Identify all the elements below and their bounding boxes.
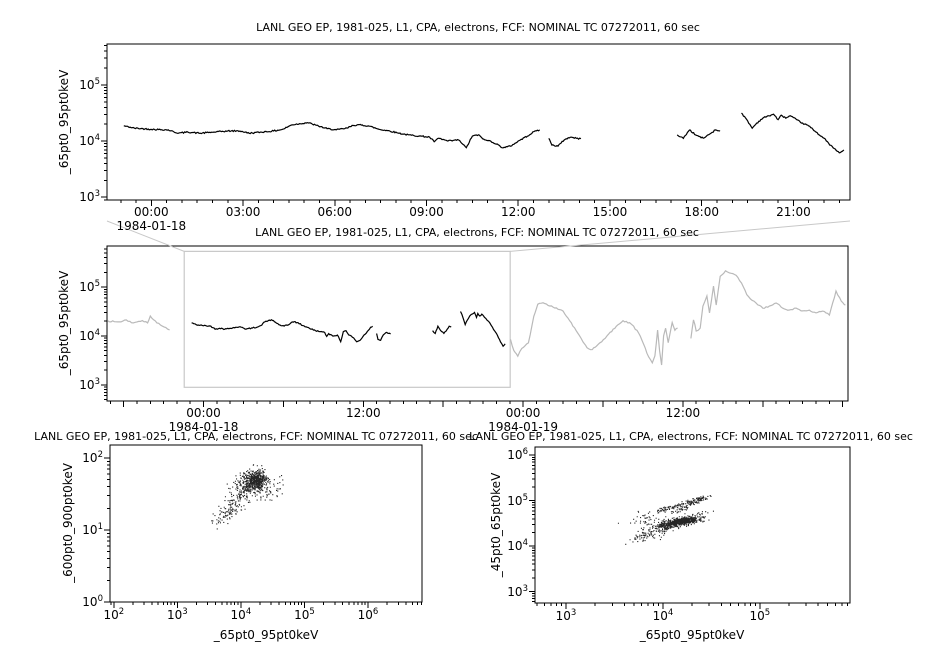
scatter-left-x-axis-label: _65pt0_95pt0keV xyxy=(213,628,319,642)
top-time-tick-label: 06:00 xyxy=(317,205,353,219)
bl-y-tick-label: $10^1$ xyxy=(82,522,103,538)
top-time-tick-label: 15:00 xyxy=(592,205,628,219)
top-time-tick-label: 21:00 xyxy=(776,205,811,219)
scatter-left-title: LANL GEO EP, 1981-025, L1, CPA, electrons, FCF: NOMINAL TC 07272011, 60 sec xyxy=(34,430,478,443)
bl-x-tick-label: $10^3$ xyxy=(166,607,188,622)
mid-y-tick-label: $10^3$ xyxy=(79,377,100,393)
top-time-tick-label: 03:00 xyxy=(225,205,261,219)
scatter-left-plot-area[interactable] xyxy=(110,445,422,602)
mid-time-tick-label: 00:00 xyxy=(505,406,541,420)
bl-y-tick-label: $10^2$ xyxy=(82,450,103,466)
top-y-tick-label: $10^5$ xyxy=(79,77,100,93)
br-y-tick-label: $10^6$ xyxy=(507,447,528,463)
br-y-tick-label: $10^4$ xyxy=(507,538,528,554)
top-date-label: 1984-01-18 xyxy=(116,219,187,233)
top-time-tick-label: 09:00 xyxy=(409,205,444,219)
scatter-left-y-axis-label: _600pt0_900pt0keV xyxy=(61,463,75,583)
br-y-tick-label: $10^5$ xyxy=(507,492,528,508)
scatter-right-x-axis-label: _65pt0_95pt0keV xyxy=(639,628,745,642)
mid-y-tick-label: $10^4$ xyxy=(79,328,100,344)
bl-x-tick-label: $10^6$ xyxy=(357,607,379,622)
mid-time-tick-label: 12:00 xyxy=(346,406,381,420)
br-y-tick-label: $10^3$ xyxy=(507,583,528,599)
top-y-tick-label: $10^4$ xyxy=(79,133,100,149)
top-time-tick-label: 18:00 xyxy=(684,205,719,219)
br-x-tick-label: $10^3$ xyxy=(555,608,577,623)
top-y-tick-label: $10^3$ xyxy=(79,189,100,205)
scatter-right-plot-area[interactable] xyxy=(535,447,850,603)
overview-plot-area[interactable] xyxy=(107,246,848,401)
br-x-tick-label: $10^5$ xyxy=(749,608,771,623)
mid-date-label: 1984-01-18 xyxy=(168,420,239,434)
bl-y-tick-label: $10^0$ xyxy=(82,594,103,610)
top-timeseries-plot-area[interactable] xyxy=(107,44,850,200)
br-x-tick-label: $10^4$ xyxy=(652,608,674,623)
bl-x-tick-label: $10^4$ xyxy=(230,607,252,622)
overview-panel-title: LANL GEO EP, 1981-025, L1, CPA, electrons, FCF: NOMINAL TC 07272011, 60 sec xyxy=(255,226,699,239)
top-panel-title: LANL GEO EP, 1981-025, L1, CPA, electrons, FCF: NOMINAL TC 07272011, 60 sec xyxy=(256,21,700,34)
mid-y-tick-label: $10^5$ xyxy=(79,279,100,295)
mid-date-label: 1984-01-19 xyxy=(488,420,558,434)
bl-x-tick-label: $10^2$ xyxy=(103,607,125,622)
scatter-right-y-axis-label: _45pt0_65pt0keV xyxy=(489,472,503,578)
mid-time-tick-label: 12:00 xyxy=(665,406,701,420)
bl-x-tick-label: $10^5$ xyxy=(294,607,315,622)
scatter-right-title: LANL GEO EP, 1981-025, L1, CPA, electrons, FCF: NOMINAL TC 07272011, 60 sec xyxy=(469,430,913,443)
top-time-tick-label: 00:00 xyxy=(134,205,169,219)
top-time-tick-label: 12:00 xyxy=(500,205,536,219)
mid-time-tick-label: 00:00 xyxy=(186,406,221,420)
overview-y-axis-label: _65pt0_95pt0keV xyxy=(57,270,71,376)
top-y-axis-label: _65pt0_95pt0keV xyxy=(57,69,71,175)
